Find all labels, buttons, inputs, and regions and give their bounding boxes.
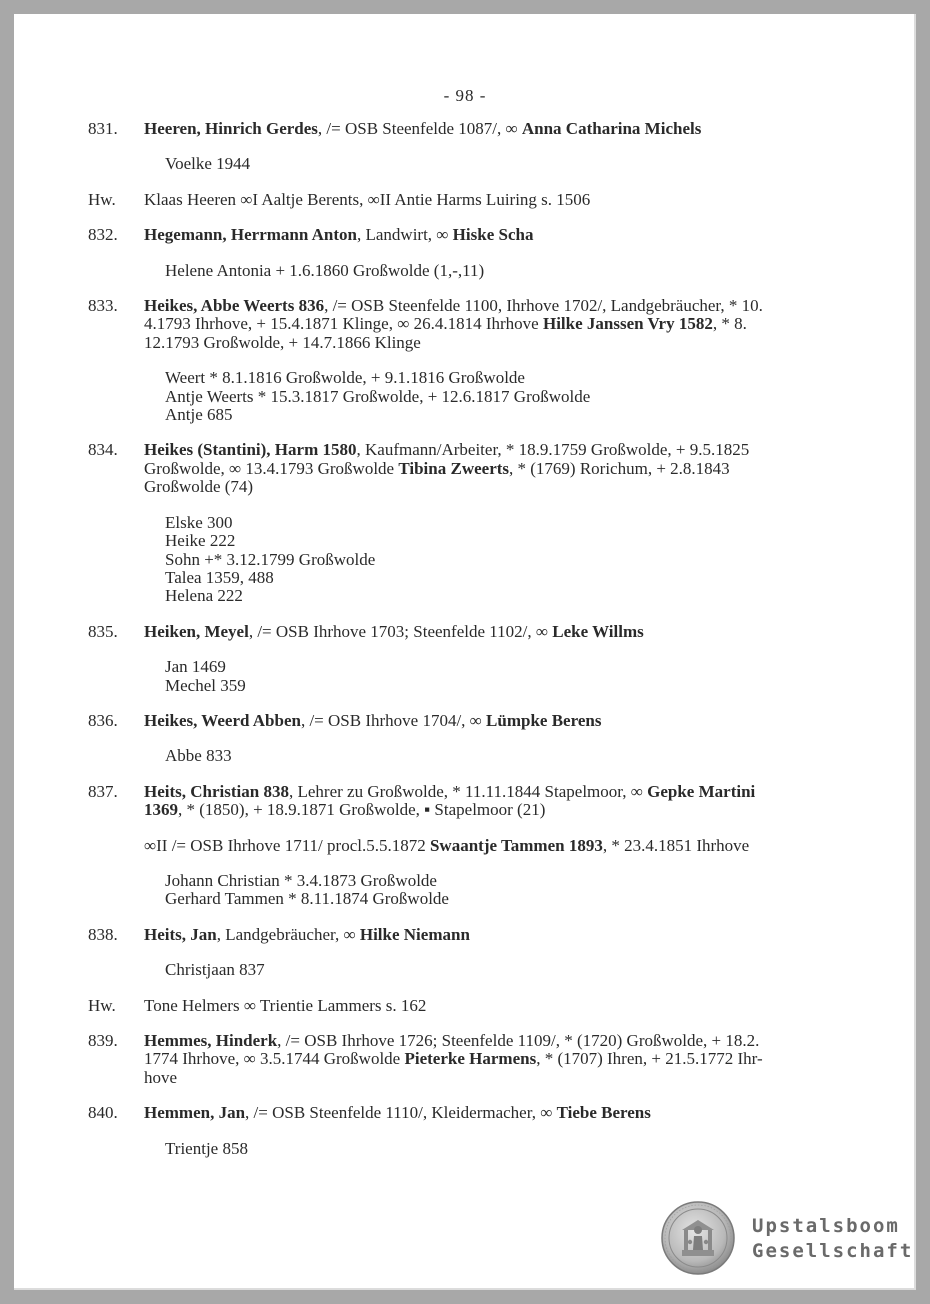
entry-number: 840. <box>88 1103 118 1123</box>
entry-spacer <box>88 174 848 191</box>
entry-spacer <box>88 766 848 783</box>
children-list <box>165 872 848 909</box>
child-line: Heike 222 <box>165 531 236 551</box>
entry-hw <box>88 191 848 209</box>
entry-main-line <box>144 623 848 641</box>
entry-835 <box>88 623 848 695</box>
entry-main-line <box>144 441 848 459</box>
page-number: - 98 - <box>443 86 487 105</box>
child-line: Gerhard Tammen * 8.11.1874 Großwolde <box>165 889 449 909</box>
child-line: Antje Weerts * 15.3.1817 Großwolde, + 12.6.1817 Großwolde <box>165 386 591 406</box>
entry-text: , /= OSB Ihrhove 1703; Steenfelde 1102/, ∞ <box>248 621 553 641</box>
entry-text: , * 8. <box>712 314 747 334</box>
logo-line-1: Upstalsboom <box>752 1215 900 1237</box>
entry-body <box>144 191 848 209</box>
child-line: Jan 1469 <box>165 657 226 677</box>
child-line: Abbe 833 <box>165 746 232 766</box>
entry-main-line <box>144 712 848 730</box>
entry-839 <box>88 1032 848 1087</box>
entry-body <box>144 783 848 909</box>
entry-number: 834. <box>88 440 118 460</box>
entry-main-line <box>144 191 848 209</box>
children-list <box>165 369 848 424</box>
second-marriage-line <box>144 837 848 855</box>
genealogy-entries <box>88 120 848 1158</box>
name-text: Leke Willms <box>552 621 644 641</box>
entry-main-line <box>144 460 848 478</box>
entry-main-line <box>144 1104 848 1122</box>
entry-body <box>144 226 848 280</box>
name-text: Heits, Jan <box>144 924 217 944</box>
child-line: Helene Antonia + 1.6.1860 Großwolde (1,-,11) <box>165 260 485 280</box>
children-list <box>165 262 848 280</box>
children-list <box>165 658 848 695</box>
entry-body <box>144 1032 848 1087</box>
entry-number: 837. <box>88 781 118 801</box>
name-text: Heikes, Weerd Abben <box>144 710 301 730</box>
entry-text: , /= OSB Ihrhove 1704/, ∞ <box>300 710 487 730</box>
entry-spacer <box>88 1087 848 1104</box>
logo-line-2: Gesellschaft <box>752 1240 914 1262</box>
entry-main-line <box>144 315 848 333</box>
entry-body <box>144 623 848 695</box>
entry-number: 835. <box>88 621 118 641</box>
child-line: Talea 1359, 488 <box>165 567 274 587</box>
entry-body <box>144 997 848 1015</box>
entry-text: 4.1793 Ihrhove, + 15.4.1871 Klinge, ∞ 26.4.1814 Ihrhove <box>144 314 543 334</box>
entry-body <box>144 926 848 980</box>
entry-text: Klaas Heeren ∞I Aaltje Berents, ∞II Antie Harms Luiring s. 1506 <box>144 189 591 209</box>
child-line: Christjaan 837 <box>165 960 265 980</box>
entry-spacer <box>88 606 848 623</box>
entry-833 <box>88 297 848 424</box>
logo-text <box>752 1214 913 1264</box>
entry-number: 836. <box>88 710 118 730</box>
name-text: Tibina Zweerts <box>398 458 510 478</box>
name-text: Heiken, Meyel <box>144 621 249 641</box>
entry-body <box>144 120 848 174</box>
entry-text: , Kaufmann/Arbeiter, * 18.9.1759 Großwolde, + 9.5.1825 <box>356 440 750 460</box>
entry-spacer <box>88 209 848 226</box>
name-text: Heits, Christian 838 <box>144 781 289 801</box>
entry-text: , * (1707) Ihren, + 21.5.1772 Ihr- <box>536 1049 763 1069</box>
child-line: Sohn +* 3.12.1799 Großwolde <box>165 549 376 569</box>
entry-text: , * (1769) Rorichum, + 2.8.1843 <box>509 458 730 478</box>
entry-main-line <box>144 297 848 315</box>
entry-body <box>144 712 848 766</box>
entry-text: 1774 Ihrhove, ∞ 3.5.1744 Großwolde <box>144 1049 405 1069</box>
children-list <box>165 155 848 173</box>
name-text: Hegemann, Herrmann Anton <box>144 225 357 245</box>
child-line: Elske 300 <box>165 512 233 532</box>
entry-number: 839. <box>88 1031 118 1050</box>
children-list <box>165 961 848 979</box>
entry-number: 838. <box>88 924 118 944</box>
name-text: Hilke Janssen Vry 1582 <box>542 314 713 334</box>
entry-text: , /= OSB Steenfelde 1100, Ihrhove 1702/, Landgebräucher, * 10. <box>324 296 763 316</box>
child-line: Johann Christian * 3.4.1873 Großwolde <box>165 870 437 890</box>
children-list <box>165 514 848 606</box>
name-text: Hilke Niemann <box>359 924 470 944</box>
entry-main-line <box>144 1032 848 1050</box>
entry-number: Hw. <box>88 189 116 209</box>
entry-spacer <box>88 980 848 997</box>
entry-text: , Landgebräucher, ∞ <box>216 924 360 944</box>
seal-icon <box>660 1200 736 1276</box>
name-text: Tiebe Berens <box>556 1103 651 1123</box>
entry-number: Hw. <box>88 995 116 1015</box>
entry-number: 833. <box>88 296 118 316</box>
entry-body <box>144 441 848 605</box>
name-text: Heikes (Stantini), Harm 1580 <box>144 440 357 460</box>
entry-text: , /= OSB Steenfelde 1087/, ∞ <box>317 119 522 138</box>
name-text: Hiske Scha <box>452 225 534 245</box>
entry-text: Großwolde (74) <box>144 477 254 497</box>
entry-main-line <box>144 1069 848 1087</box>
entry-832 <box>88 226 848 280</box>
entry-main-line <box>144 478 848 496</box>
entry-838 <box>88 926 848 980</box>
entry-number: 832. <box>88 225 118 245</box>
entry-spacer <box>88 280 848 297</box>
entry-body <box>144 1104 848 1158</box>
entry-840 <box>88 1104 848 1158</box>
entry-text: , * (1850), + 18.9.1871 Großwolde, ▪ Stapelmoor (21) <box>178 800 546 820</box>
entry-spacer <box>88 695 848 712</box>
entry-hw <box>88 997 848 1015</box>
entry-main-line <box>144 334 848 352</box>
name-text: 1369 <box>144 800 178 820</box>
entry-837 <box>88 783 848 909</box>
name-text: Swaantje Tammen 1893 <box>429 835 603 855</box>
children-list <box>165 1140 848 1158</box>
entry-831 <box>88 120 848 174</box>
name-text: Gepke Martini <box>647 781 756 801</box>
entry-text: , Landwirt, ∞ <box>356 225 453 245</box>
entry-text: , /= OSB Steenfelde 1110/, Kleidermacher, ∞ <box>245 1103 557 1123</box>
children-list <box>165 747 848 765</box>
entry-body <box>144 297 848 424</box>
name-text: Hemmen, Jan <box>144 1103 246 1123</box>
entry-text: ∞II /= OSB Ihrhove 1711/ procl.5.5.1872 <box>144 835 430 855</box>
child-line: Helena 222 <box>165 586 243 606</box>
entry-text: Tone Helmers ∞ Trientie Lammers s. 162 <box>144 995 427 1015</box>
name-text: Anna Catharina Michels <box>521 119 702 138</box>
entry-spacer <box>88 909 848 926</box>
upstalsboom-logo <box>660 1200 914 1276</box>
child-line: Antje 685 <box>165 405 233 425</box>
child-line: Weert * 8.1.1816 Großwolde, + 9.1.1816 Großwolde <box>165 368 525 388</box>
entry-main-line <box>144 783 848 801</box>
entry-text: 12.1793 Großwolde, + 14.7.1866 Klinge <box>144 332 421 352</box>
entry-text: , Lehrer zu Großwolde, * 11.11.1844 Stapelmoor, ∞ <box>288 781 648 801</box>
name-text: Hemmes, Hinderk <box>144 1031 278 1050</box>
entry-834 <box>88 441 848 605</box>
entry-text: , /= OSB Ihrhove 1726; Steenfelde 1109/, * (1720) Großwolde, + 18.2. <box>277 1031 760 1050</box>
name-text: Lümpke Berens <box>486 710 602 730</box>
entry-main-line <box>144 120 848 138</box>
child-line: Trientje 858 <box>165 1138 248 1158</box>
entry-number: 831. <box>88 119 118 138</box>
entry-text: , * 23.4.1851 Ihrhove <box>602 835 750 855</box>
name-text: Heeren, Hinrich Gerdes <box>144 119 318 138</box>
name-text: Heikes, Abbe Weerts 836 <box>144 296 325 316</box>
child-line: Voelke 1944 <box>165 154 251 174</box>
entry-main-line <box>144 1050 848 1068</box>
entry-spacer <box>88 1015 848 1032</box>
name-text: Pieterke Harmens <box>404 1049 537 1069</box>
entry-main-line <box>144 226 848 244</box>
entry-main-line <box>144 926 848 944</box>
entry-main-line <box>144 997 848 1015</box>
entry-main-line <box>144 801 848 819</box>
child-line: Mechel 359 <box>165 675 246 695</box>
entry-836 <box>88 712 848 766</box>
entry-text: hove <box>144 1067 178 1087</box>
entry-spacer <box>88 424 848 441</box>
entry-text: Großwolde, ∞ 13.4.1793 Großwolde <box>144 458 399 478</box>
